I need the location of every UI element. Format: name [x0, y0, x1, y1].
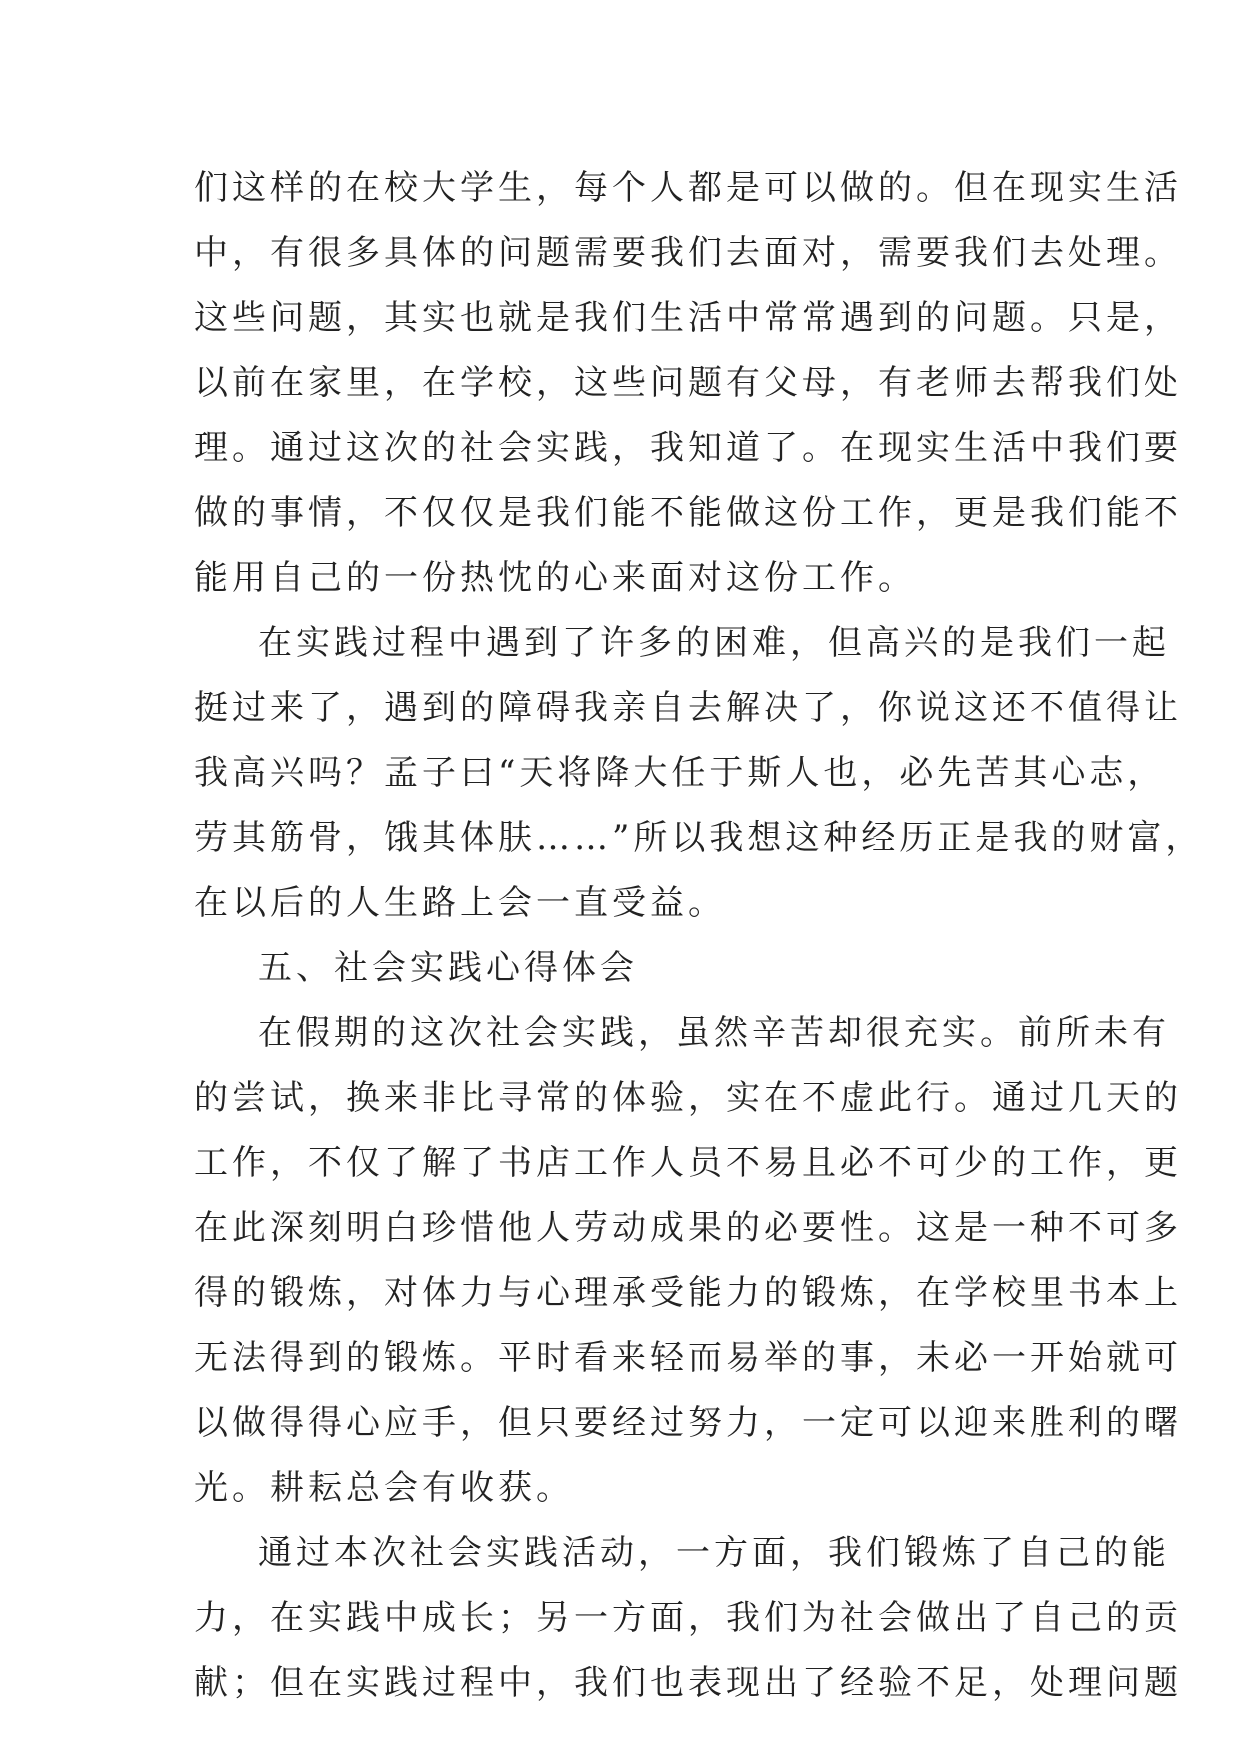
text-line: 献；但在实践过程中，我们也表现出了经验不足，处理问题 — [194, 1663, 1182, 1703]
text-line: 中，有很多具体的问题需要我们去面对，需要我们去处理。 — [194, 233, 1182, 273]
text-line: 这些问题，其实也就是我们生活中常常遇到的问题。只是， — [194, 298, 1182, 338]
text-line: 以做得得心应手，但只要经过努力，一定可以迎来胜利的曙 — [194, 1403, 1182, 1443]
text-line: 在实践过程中遇到了许多的困难，但高兴的是我们一起 — [258, 623, 1170, 663]
text-line: 劳其筋骨，饿其体肤……”所以我想这种经历正是我的财富， — [194, 818, 1204, 858]
text-line: 的尝试，换来非比寻常的体验，实在不虚此行。通过几天的 — [194, 1078, 1182, 1118]
text-line: 无法得到的锻炼。平时看来轻而易举的事，未必一开始就可 — [194, 1338, 1182, 1378]
text-line: 在以后的人生路上会一直受益。 — [194, 883, 726, 923]
text-line: 们这样的在校大学生，每个人都是可以做的。但在现实生活 — [194, 168, 1182, 208]
text-line: 能用自己的一份热忱的心来面对这份工作。 — [194, 558, 916, 598]
text-line: 光。耕耘总会有收获。 — [194, 1468, 574, 1508]
text-line: 理。通过这次的社会实践，我知道了。在现实生活中我们要 — [194, 428, 1182, 468]
text-line: 力，在实践中成长；另一方面，我们为社会做出了自己的贡 — [194, 1598, 1182, 1638]
text-line: 得的锻炼，对体力与心理承受能力的锻炼，在学校里书本上 — [194, 1273, 1182, 1313]
text-line: 通过本次社会实践活动，一方面，我们锻炼了自己的能 — [258, 1533, 1170, 1573]
text-line: 以前在家里，在学校，这些问题有父母，有老师去帮我们处 — [194, 363, 1182, 403]
text-line: 我高兴吗？孟子曰“天将降大任于斯人也，必先苦其心志， — [194, 753, 1166, 793]
body-text — [194, 156, 1204, 1716]
text-line: 工作，不仅了解了书店工作人员不易且必不可少的工作，更 — [194, 1143, 1182, 1183]
text-line: 做的事情，不仅仅是我们能不能做这份工作，更是我们能不 — [194, 493, 1182, 533]
text-line: 五、社会实践心得体会 — [258, 948, 638, 988]
text-line: 在此深刻明白珍惜他人劳动成果的必要性。这是一种不可多 — [194, 1208, 1182, 1248]
text-line: 挺过来了，遇到的障碍我亲自去解决了，你说这还不值得让 — [194, 688, 1182, 728]
text-line: 在假期的这次社会实践，虽然辛苦却很充实。前所未有 — [258, 1013, 1170, 1053]
